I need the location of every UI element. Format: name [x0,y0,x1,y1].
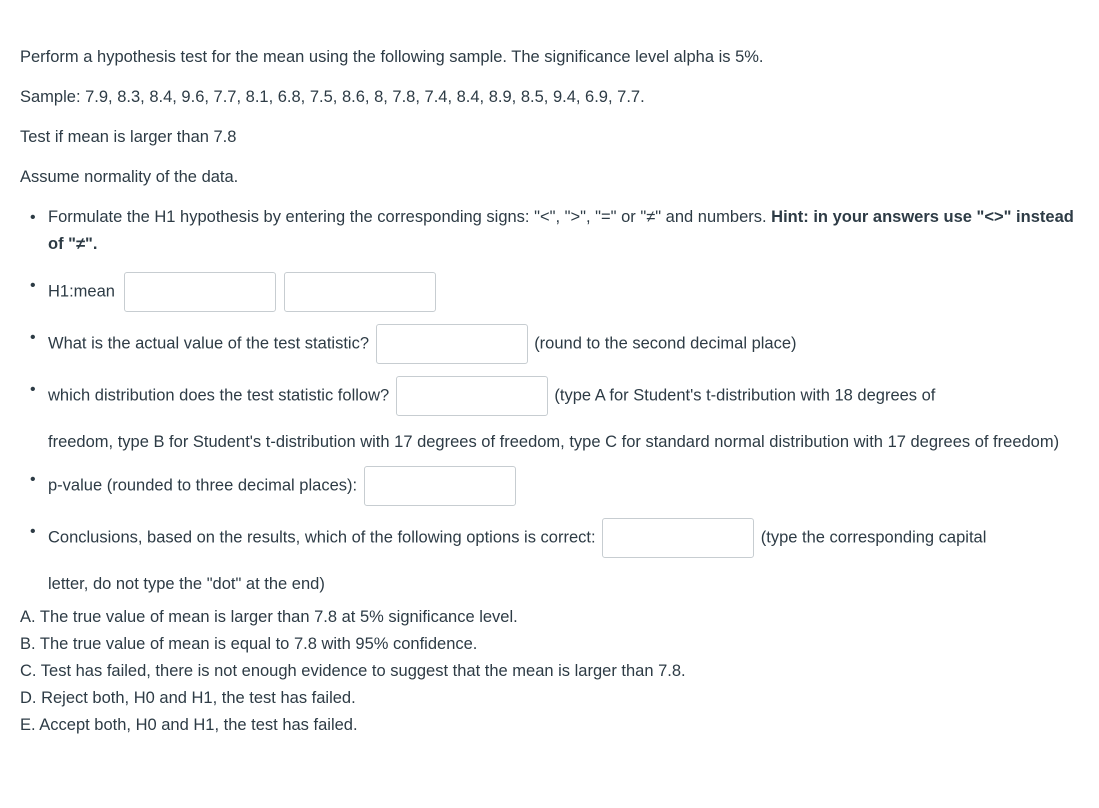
test-statistic-input[interactable] [376,324,528,364]
distribution-item [20,376,1085,456]
option-c: C. Test has failed, there is not enough evidence to suggest that the mean is larger than 7.8. [20,662,686,680]
h1-instruction-text: Formulate the H1 hypothesis by entering the corresponding signs: "<", ">", "=" or "≠" and numbers. [48,208,772,226]
conclusion-question: Conclusions, based on the results, which of the following options is correct: [48,528,596,547]
distribution-question: which distribution does the test statistic follow? [48,386,390,405]
test-statistic-question: What is the actual value of the test statistic? [48,334,369,353]
assumption-line: Assume normality of the data. [20,168,239,186]
options-list [20,604,1085,739]
option-d: D. Reject both, H0 and H1, the test has failed. [20,689,356,707]
distribution-hint-a: (type A for Student's t-distribution with 18 degrees of [554,386,936,405]
test-statistic-hint: (round to the second decimal place) [534,334,797,353]
p-value-input[interactable] [364,466,516,506]
option-e: E. Accept both, H0 and H1, the test has failed. [20,716,358,734]
intro-line-1: Perform a hypothesis test for the mean using the following sample. The significance level alpha is 5%. [20,48,764,66]
question-list [20,204,1085,598]
question-body [20,44,1085,739]
p-value-question: p-value (rounded to three decimal places): [48,476,358,495]
distribution-hint-b: freedom, type B for Student's t-distribution with 17 degrees of freedom, type C for standard normal distribution with 17 degrees of freedom) [48,433,1060,451]
conclusion-input[interactable] [602,518,754,558]
conclusion-item [20,518,1085,598]
conclusion-hint-b: letter, do not type the "dot" at the end) [48,575,325,593]
hint-text: Hint: in your answers use "<>" instead of "≠". [48,208,1074,253]
test-statistic-item [20,324,1085,364]
option-b: B. The true value of mean is equal to 7.8 with 95% confidence. [20,635,478,653]
h1-sign-input[interactable] [124,272,276,312]
sample-line: Sample: 7.9, 8.3, 8.4, 9.6, 7.7, 8.1, 6.8, 7.5, 8.6, 8, 7.8, 7.4, 8.4, 8.9, 8.5, 9.4, 6.9, 7.7. [20,88,645,106]
distribution-input[interactable] [396,376,548,416]
p-value-item [20,466,1085,506]
option-a: A. The true value of mean is larger than 7.8 at 5% significance level. [20,608,518,626]
test-statement: Test if mean is larger than 7.8 [20,128,237,146]
h1-mean-label: H1:mean [48,282,115,301]
h1-number-input[interactable] [284,272,436,312]
h1-answer-item [20,272,1085,312]
h1-instruction-item [20,204,1085,258]
conclusion-hint-a: (type the corresponding capital [760,528,987,547]
